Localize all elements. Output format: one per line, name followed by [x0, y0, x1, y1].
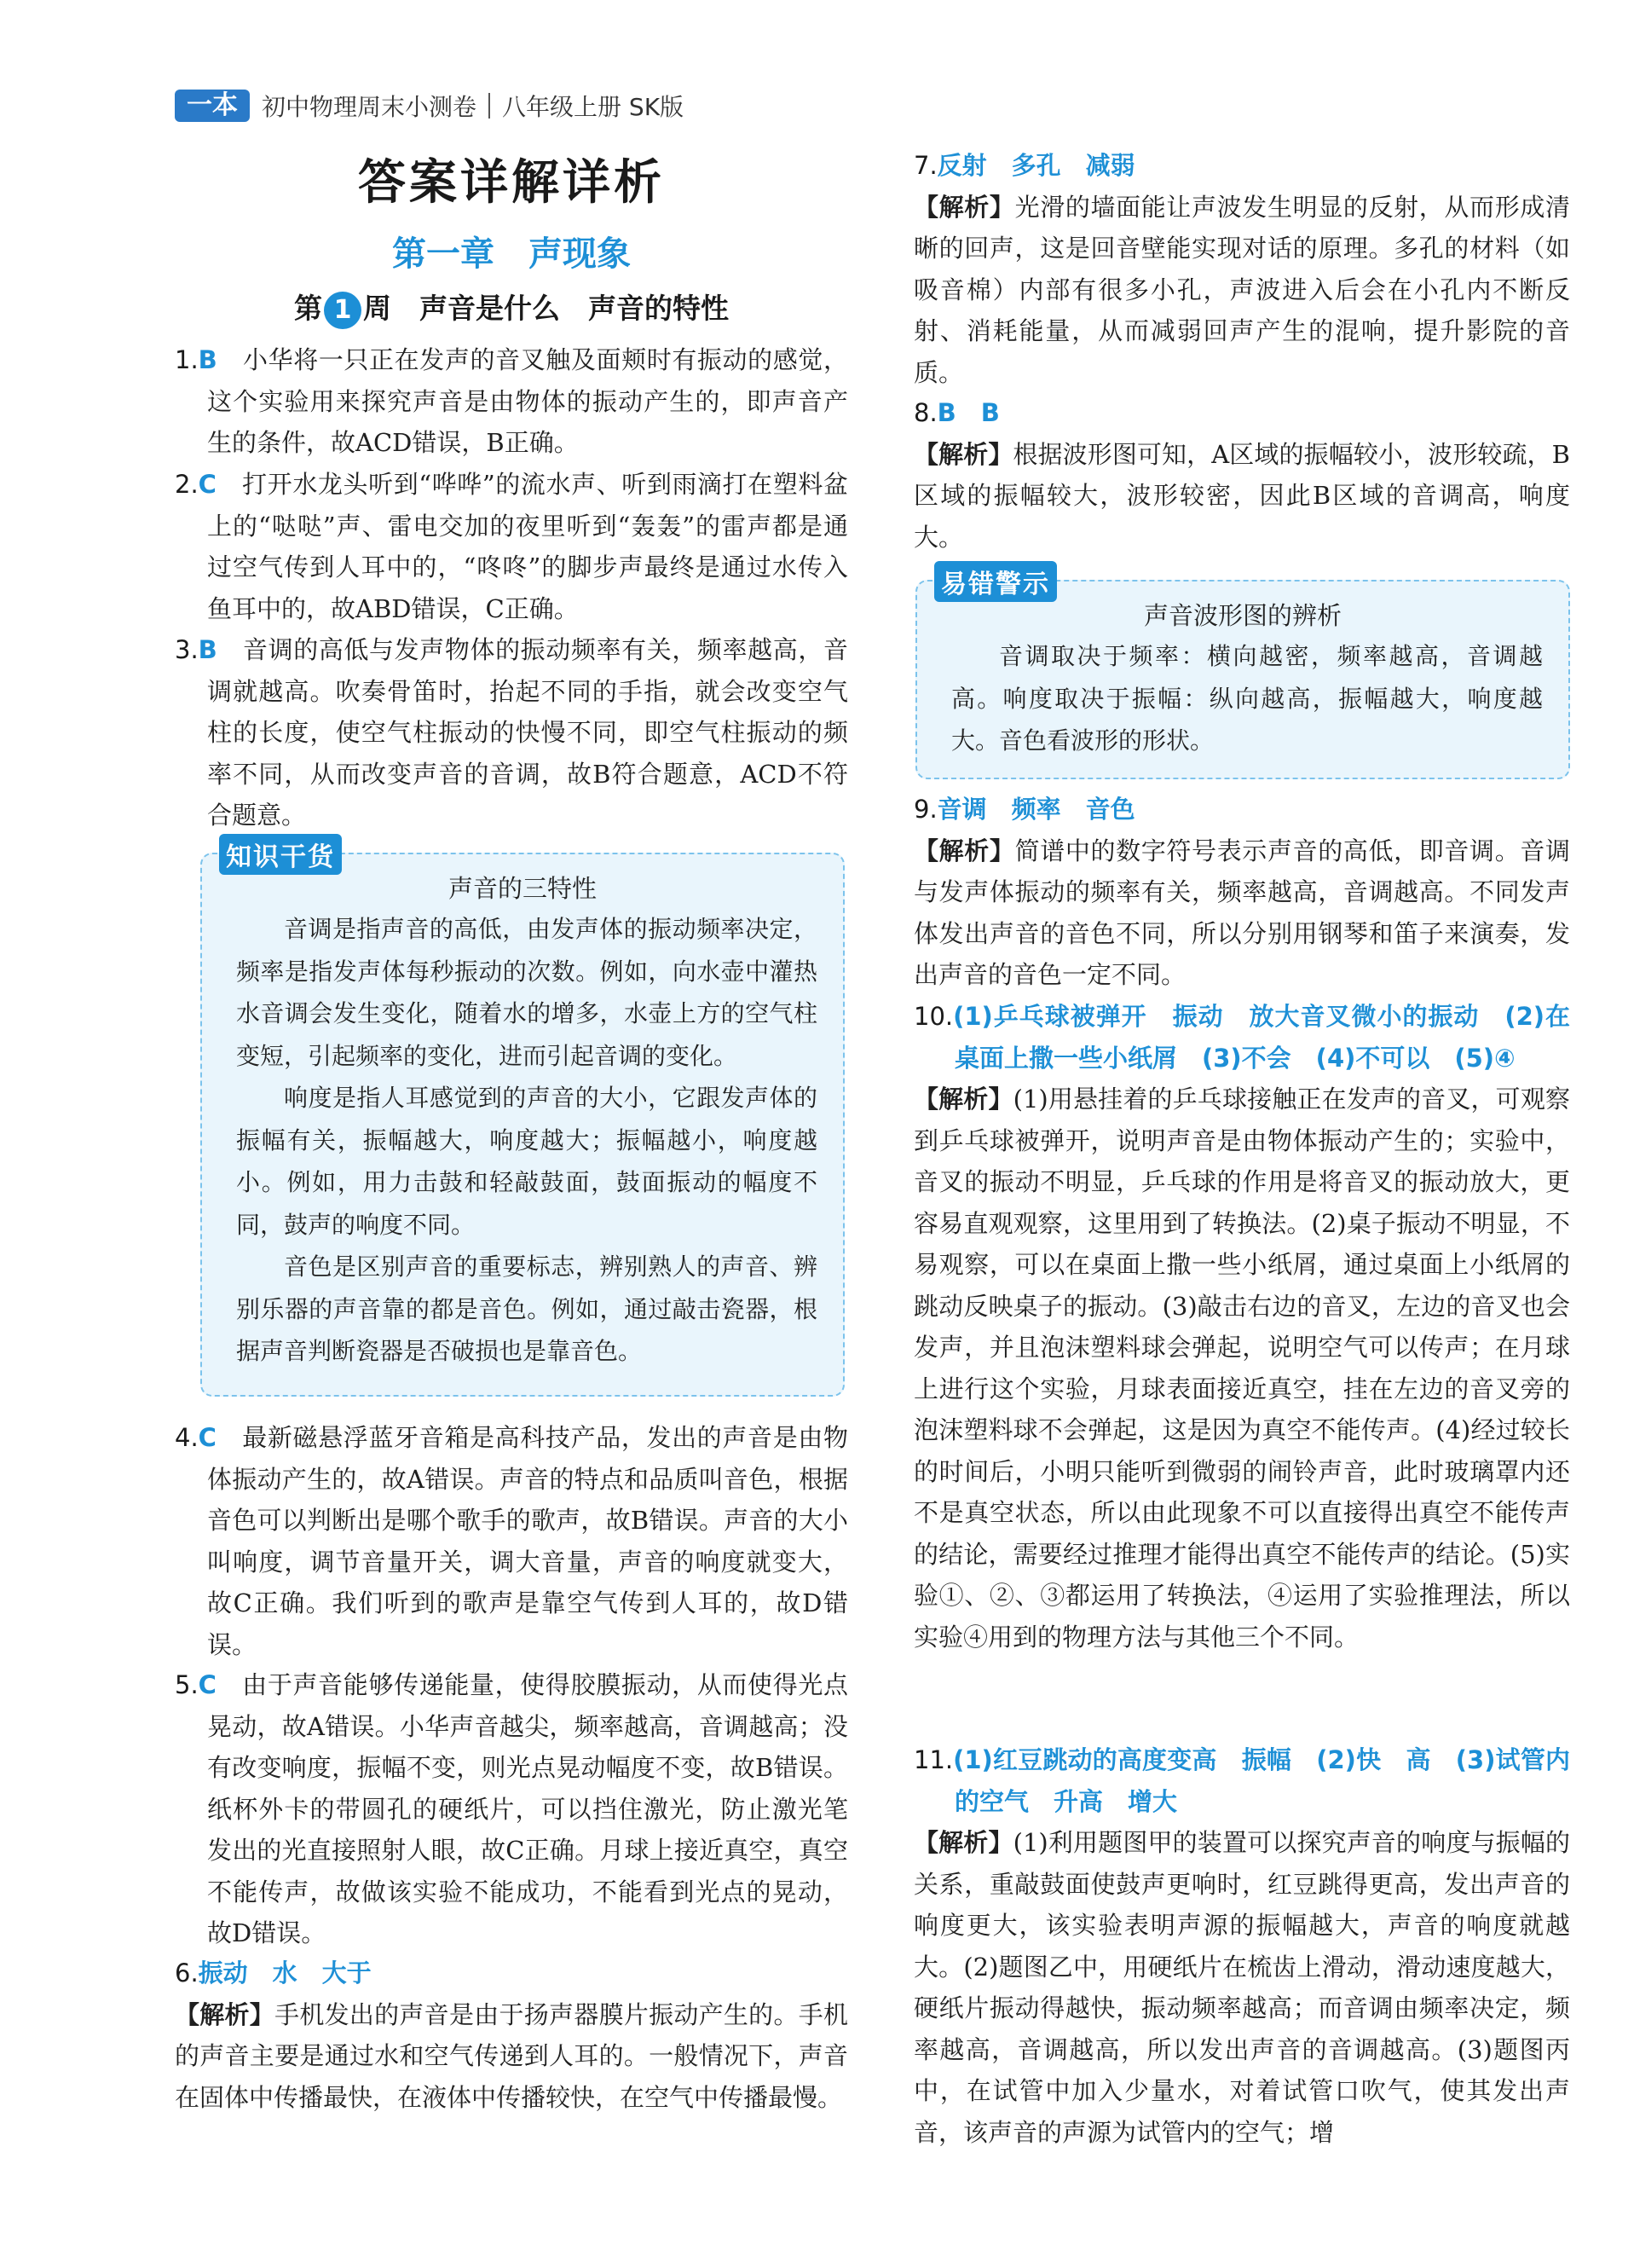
chapter-title: 第一章 声现象: [392, 234, 631, 274]
question-number: 6.: [175, 1958, 199, 1987]
analysis-text: 手机发出的声音是由于扬声器膜片振动产生的。手机的声音主要是通过水和空气传递到人耳的。一般情况下，声音在固体中传播最快，在液体中传播较快，在空气中传播最慢。: [175, 1999, 848, 2112]
analysis-label: 【解析】: [914, 1828, 1013, 1857]
series-name: 初中物理周末小测卷: [262, 93, 477, 121]
analysis-text: 光滑的墙面能让声波发生明显的反射，从而形成清晰的回声，这是回音壁能实现对话的原理。多孔的材料（如吸音棉）内部有很多小孔，声波进入后会在小孔内不断反射、消耗能量，从而减弱回声产生的混响，提升影院的音质。: [914, 192, 1570, 387]
answer-key: 音调 频率 音色: [937, 795, 1135, 824]
answer-key: C: [198, 1670, 217, 1699]
answer-key: C: [198, 1423, 217, 1452]
analysis-label: 【解析】: [914, 836, 1015, 865]
knowledge-box-title: 声音的三特性: [447, 874, 597, 903]
knowledge-box: [200, 842, 845, 1397]
warning-box: [915, 570, 1570, 779]
analysis-text: 根据波形图可知，A区域的振幅较小，波形较疏，B区域的振幅较大，波形较密，因此B区域的音调高，响度大。: [914, 439, 1570, 552]
answer-explanation: 由于声音能够传递能量，使得胶膜振动，从而使得光点晃动，故A错误。小华声音越尖，频率越高，音调越高；没有改变响度，振幅不变，则光点晃动幅度不变，故B错误。纸杯外卡的带圆孔的硬纸片，可以挡住激光，防止激光笔发出的光直接照射人眼，故C正确。月球上接近真空，真空不能传声，故做该实验不能成功，不能看到光点的晃动，故D错误。: [207, 1670, 848, 1947]
answer-explanation: 小华将一只正在发声的音叉触及面颊时有振动的感觉，这个实验用来探究声音是由物体的振动产生的，即声音产生的条件，故ACD错误，B正确。: [207, 345, 848, 457]
answer-key: 振动 水 大于: [198, 1958, 372, 1987]
week-title: [175, 286, 848, 329]
warning-text: 音调取决于频率：横向越密，频率越高，音调越高。响度取决于振幅：纵向越高，振幅越大，响度越大。音色看波形的形状。: [951, 642, 1543, 755]
answer-key: C: [198, 470, 217, 499]
answer-key: B: [198, 635, 217, 664]
question-number: 7.: [914, 151, 938, 180]
question-number: 10.: [914, 1002, 954, 1031]
week-number-badge: 1: [324, 292, 361, 329]
question-number: 4.: [175, 1423, 199, 1452]
analysis-text: 简谱中的数字符号表示声音的高低，即音调。音调与发声体振动的频率有关，频率越高，音调越高。不同发声体发出声音的音色不同，所以分别用钢琴和笛子来演奏，发出声音的音色一定不同。: [914, 836, 1570, 989]
page-title: 答案详解详析: [358, 155, 665, 211]
answer-q8: [914, 392, 1570, 558]
answer-q2: [175, 464, 848, 629]
brand-logo: 一本: [175, 90, 250, 122]
analysis-text: (1)利用题图甲的装置可以探究声音的响度与振幅的关系，重敲鼓面使鼓声更响时，红豆跳得更高，发出声音的响度更大，该实验表明声源的振幅越大，声音的响度就越大。(2)题图乙中，用硬纸片在梳齿上滑动，滑动速度越大，硬纸片振动得越快，振动频率越高；而音调由频率决定，频率越高，音调越高，所以发出声音的音调越高。(3)题图丙中，在试管中加入少量水，对着试管口吹气，使其发出声音，该声音的声源为试管内的空气；增: [914, 1828, 1570, 2147]
week-topic: 周 声音是什么 声音的特性: [363, 292, 729, 325]
page-header: [175, 85, 684, 126]
question-number: 2.: [175, 470, 199, 499]
week-prefix: 第: [294, 292, 322, 325]
answer-key: (1)乒乓球被弹开 振动 放大音叉微小的振动 (2)在桌面上撒一些小纸屑 (3)不会 (4)不可以 (5)④: [953, 1002, 1570, 1073]
answer-q10: [914, 996, 1570, 1658]
analysis-label: 【解析】: [175, 1999, 275, 2029]
analysis-label: 【解析】: [914, 192, 1015, 222]
question-number: 8.: [914, 398, 938, 427]
grade-edition: 八年级上册 SK版: [502, 93, 684, 121]
knowledge-timbre: 音色是区别声音的重要标志，辨别熟人的声音、辨别乐器的声音靠的都是音色。例如，通过敲击瓷器，根据声音判断瓷器是否破损也是靠音色。: [236, 1253, 817, 1365]
answer-key: 反射 多孔 减弱: [937, 151, 1135, 180]
question-number: 1.: [175, 345, 199, 374]
knowledge-loudness: 响度是指人耳感觉到的声音的大小，它跟发声体的振幅有关，振幅越大，响度越大；振幅越小，响度越小。例如，用力击鼓和轻敲鼓面，鼓面振动的幅度不同，鼓声的响度不同。: [236, 1084, 817, 1239]
analysis-label: 【解析】: [914, 1085, 1013, 1114]
answer-explanation: 最新磁悬浮蓝牙音箱是高科技产品，发出的声音是由物体振动产生的，故A错误。声音的特点和品质叫音色，根据音色可以判断出是哪个歌手的歌声，故B错误。声音的大小叫响度，调节音量开关，调大音量，声音的响度就变大，故C正确。我们听到的歌声是靠空气传到人耳的，故D错误。: [207, 1423, 848, 1659]
answer-q9: [914, 789, 1570, 996]
answer-key: B B: [937, 398, 1000, 427]
answer-q3: [175, 629, 848, 836]
answer-q6: [175, 1953, 848, 2118]
question-number: 11.: [914, 1745, 954, 1774]
header-divider: [488, 93, 490, 119]
question-number: 9.: [914, 795, 938, 824]
answer-q5: [175, 1664, 848, 1954]
warning-box-title: 声音波形图的辨析: [1143, 601, 1342, 630]
answer-q4: [175, 1417, 848, 1665]
answer-q11: [914, 1739, 1570, 2153]
answer-q7: [914, 145, 1570, 393]
knowledge-pitch: 音调是指声音的高低，由发声体的振动频率决定，频率是指发声体每秒振动的次数。例如，向水壶中灌热水音调会发生变化，随着水的增多，水壶上方的空气柱变短，引起频率的变化，进而引起音调的变化。: [236, 915, 817, 1070]
warning-tag: 易错警示: [934, 561, 1057, 602]
analysis-label: 【解析】: [914, 439, 1013, 469]
question-number: 5.: [175, 1670, 199, 1699]
question-number: 3.: [175, 635, 199, 664]
answer-key: (1)红豆跳动的高度变高 振幅 (2)快 高 (3)试管内的空气 升高 增大: [953, 1745, 1570, 1816]
knowledge-tag: 知识干货: [219, 834, 342, 875]
answer-q1: [175, 339, 848, 464]
analysis-text: (1)用悬挂着的乒乓球接触正在发声的音叉，可观察到乒乓球被弹开，说明声音是由物体振动产生的；实验中，音叉的振动不明显，乒乓球的作用是将音叉的振动放大，更容易直观观察，这里用到了转换法。(2)桌子振动不明显，不易观察，可以在桌面上撒一些小纸屑，通过桌面上小纸屑的跳动反映桌子的振动。(3)敲击右边的音叉，左边的音叉也会发声，并且泡沫塑料球会弹起，说明空气可以传声；在月球上进行这个实验，月球表面接近真空，挂在左边的音叉旁的泡沫塑料球不会弹起，这是因为真空不能传声。(4)经过较长的时间后，小明只能听到微弱的闹铃声音，此时玻璃罩内还不是真空状态，所以由此现象不可以直接得出真空不能传声的结论，需要经过推理才能得出真空不能传声的结论。(5)实验①、②、③都运用了转换法，④运用了实验推理法，所以实验④用到的物理方法与其他三个不同。: [914, 1085, 1570, 1652]
answer-explanation: 打开水龙头听到“哗哗”的流水声、听到雨滴打在塑料盆上的“哒哒”声、雷电交加的夜里听到“轰轰”的雷声都是通过空气传到人耳中的，“咚咚”的脚步声最终是通过水传入鱼耳中的，故ABD错误，C正确。: [207, 470, 848, 623]
answer-explanation: 音调的高低与发声物体的振动频率有关，频率越高，音调就越高。吹奏骨笛时，抬起不同的手指，就会改变空气柱的长度，使空气柱振动的快慢不同，即空气柱振动的频率不同，从而改变声音的音调，故B符合题意，ACD不符合题意。: [207, 635, 848, 830]
answer-key: B: [198, 345, 217, 374]
